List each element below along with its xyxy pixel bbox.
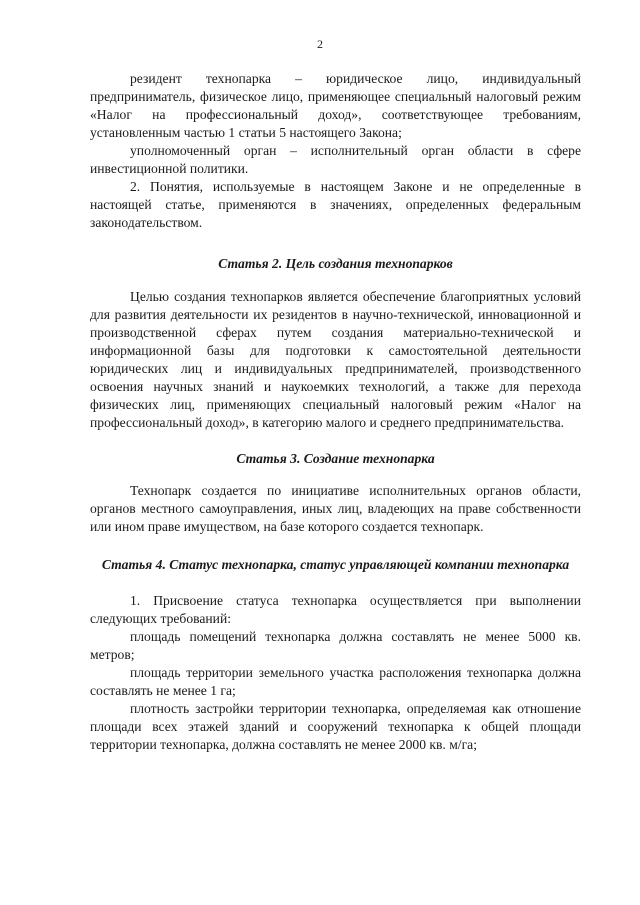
article-4-paragraph: 1. Присвоение статуса технопарка осуществляется при выполнении следующих требований: xyxy=(90,593,581,626)
article-4-requirement: площадь помещений технопарка должна составлять не менее 5000 кв. метров; xyxy=(90,629,581,662)
article-3-text: Технопарк создается по инициативе исполнительных органов области, органов местного самоуправления, иных лиц, владеющих на праве собственности или ином праве имуществом, на базе которого создается технопарк. xyxy=(90,483,581,534)
paragraph-authorized-body: уполномоченный орган – исполнительный орган области в сфере инвестиционной политики. xyxy=(90,143,581,176)
article-4-heading: Статья 4. Статус технопарка, статус управляющей компании технопарка xyxy=(101,557,570,572)
article-3-heading: Статья 3. Создание технопарка xyxy=(236,451,435,466)
article-4-requirement: площадь территории земельного участка расположения технопарка должна составлять не менее 1 га; xyxy=(90,665,581,698)
paragraph-resident-definition: резидент технопарка – юридическое лицо, индивидуальный предприниматель, физическое лицо, применяющее специальный налоговый режим «Налог на профессиональный доход», соответствующее требованиям, установленным частью 1 статьи 5 настоящего Закона; xyxy=(90,71,581,140)
document-body xyxy=(90,70,581,754)
page-number: 2 xyxy=(317,37,323,51)
paragraph-concepts: 2. Понятия, используемые в настоящем Законе и не определенные в настоящей статье, применяются в значениях, определенных федеральным законодательством. xyxy=(90,179,581,230)
article-4-requirement: плотность застройки территории технопарка, определяемая как отношение площади всех этажей зданий и сооружений технопарка к общей площади территории технопарка, должна составлять не менее 2000 кв. м/га; xyxy=(90,701,581,752)
article-2-heading: Статья 2. Цель создания технопарков xyxy=(218,256,453,271)
article-2-text: Целью создания технопарков является обеспечение благоприятных условий для развития деятельности их резидентов в научно-технической, инновационной и производственной сферах путем создания материально-технической и информационной базы для подготовки к самостоятельной деятельности юридических лиц и индивидуальных предпринимателей, производственного освоения научных знаний и наукоемких технологий, а также для перехода физических лиц, применяющих специальный налоговый режим «Налог на профессиональный доход», в категорию малого и среднего предпринимательства. xyxy=(90,289,581,430)
